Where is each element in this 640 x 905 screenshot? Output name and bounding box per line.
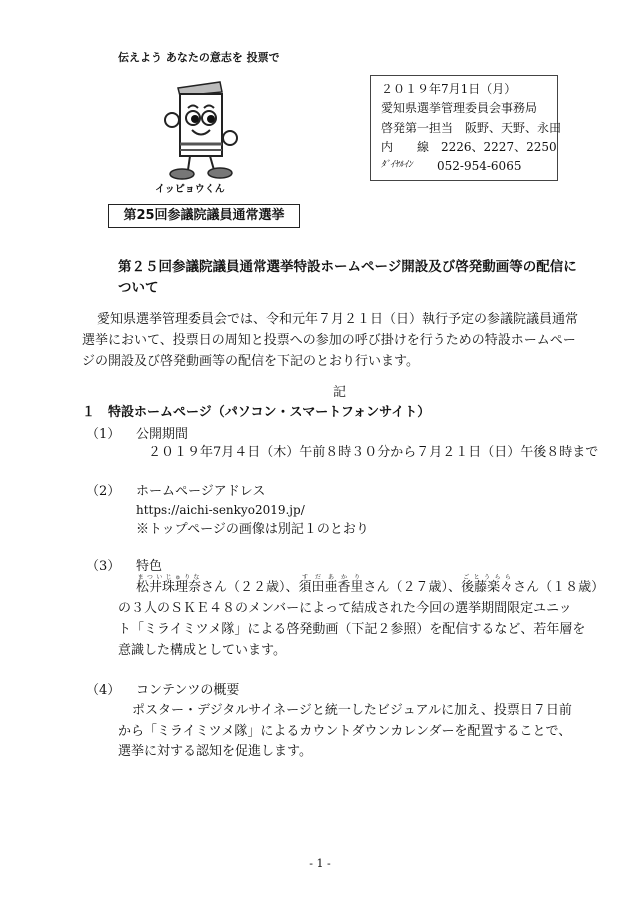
item1-label: 公開期間: [136, 427, 189, 442]
page-number: - 1 -: [309, 857, 331, 870]
contact-box: [370, 75, 562, 181]
document-title-line1: 第２５回参議院議員通常選挙特設ホームページ開設及び啓発動画等の配信に: [118, 259, 577, 275]
election-label: 第25回参議院議員通常選挙: [108, 204, 300, 228]
intro-line: 愛知県選挙管理委員会では、令和元年７月２１日（日）執行予定の参議院議員通常: [97, 312, 579, 327]
item3-number: （3）: [86, 559, 121, 574]
item2-number: （2）: [86, 484, 121, 499]
homepage-url-link[interactable]: https://aichi-senkyo2019.jp/: [136, 503, 305, 517]
document-title-line2: ついて: [118, 280, 159, 296]
mascot-illustration: [150, 78, 250, 183]
contact-staff: 啓発第一担当 阪野、天野、永田: [381, 121, 562, 135]
contact-dial-in: 052-954-6065: [437, 159, 522, 173]
section1-heading: １ 特設ホームページ（パソコン・スマートフォンサイト）: [82, 405, 431, 420]
mascot-name: イッピョウくん: [155, 184, 225, 195]
intro-line: 選挙において、投票日の周知と投票への参加の呼び掛けを行うための特設ホームペー: [82, 333, 576, 348]
contact-extension: 内 線 2226、2227、2250: [381, 140, 557, 154]
ki-heading: 記: [333, 385, 347, 400]
item1-number: （1）: [86, 427, 121, 442]
member-name: 須田亜香里すだあかり: [298, 574, 364, 595]
members-line: 松井珠理奈まついじゅりなさん（２２歳）、須田亜香里すだあかりさん（２７歳）、後藤楽々ごとうららさん（１８歳）: [136, 574, 605, 595]
item4-number: （4）: [86, 683, 121, 698]
item2-label: ホームページアドレス: [136, 484, 266, 499]
item4-line: ポスター・デジタルサイネージと統一したビジュアルに加え、投票日７日前: [132, 703, 572, 718]
item4-line: 選挙に対する認知を促進します。: [118, 744, 312, 759]
contact-date: ２０１９年7月1日（月）: [381, 82, 517, 96]
contact-dial-in-label: ﾀﾞｲﾔﾙｲﾝ: [381, 160, 413, 170]
contact-office: 愛知県選挙管理委員会事務局: [381, 101, 538, 115]
item3-line: 意識した構成としています。: [118, 643, 286, 658]
member-name: 松井珠理奈まついじゅりな: [136, 574, 202, 595]
item2-note: ※トップページの画像は別記１のとおり: [136, 522, 369, 537]
item3-line: の３人のＳＫＥ４８のメンバーによって結成された今回の選挙期間限定ユニッ: [118, 601, 572, 616]
item4-line: から「ミライミツメ隊」によるカウントダウンカレンダーを配置することで、: [118, 724, 572, 739]
item4-label: コンテンツの概要: [136, 683, 240, 698]
item3-line: ト「ミライミツメ隊」による啓発動画（下記２参照）を配信するなど、若年層を: [118, 622, 586, 637]
slogan: 伝えよう あなたの意志を 投票で: [118, 51, 280, 64]
intro-line: ジの開設及び啓発動画等の配信を下記のとおり行います。: [82, 354, 419, 369]
member-name: 後藤楽々ごとうらら: [461, 574, 514, 595]
item3-label: 特色: [136, 559, 163, 574]
item1-period: ２０１９年7月４日（木）午前８時３０分から７月２１日（日）午後８時まで: [148, 445, 599, 460]
